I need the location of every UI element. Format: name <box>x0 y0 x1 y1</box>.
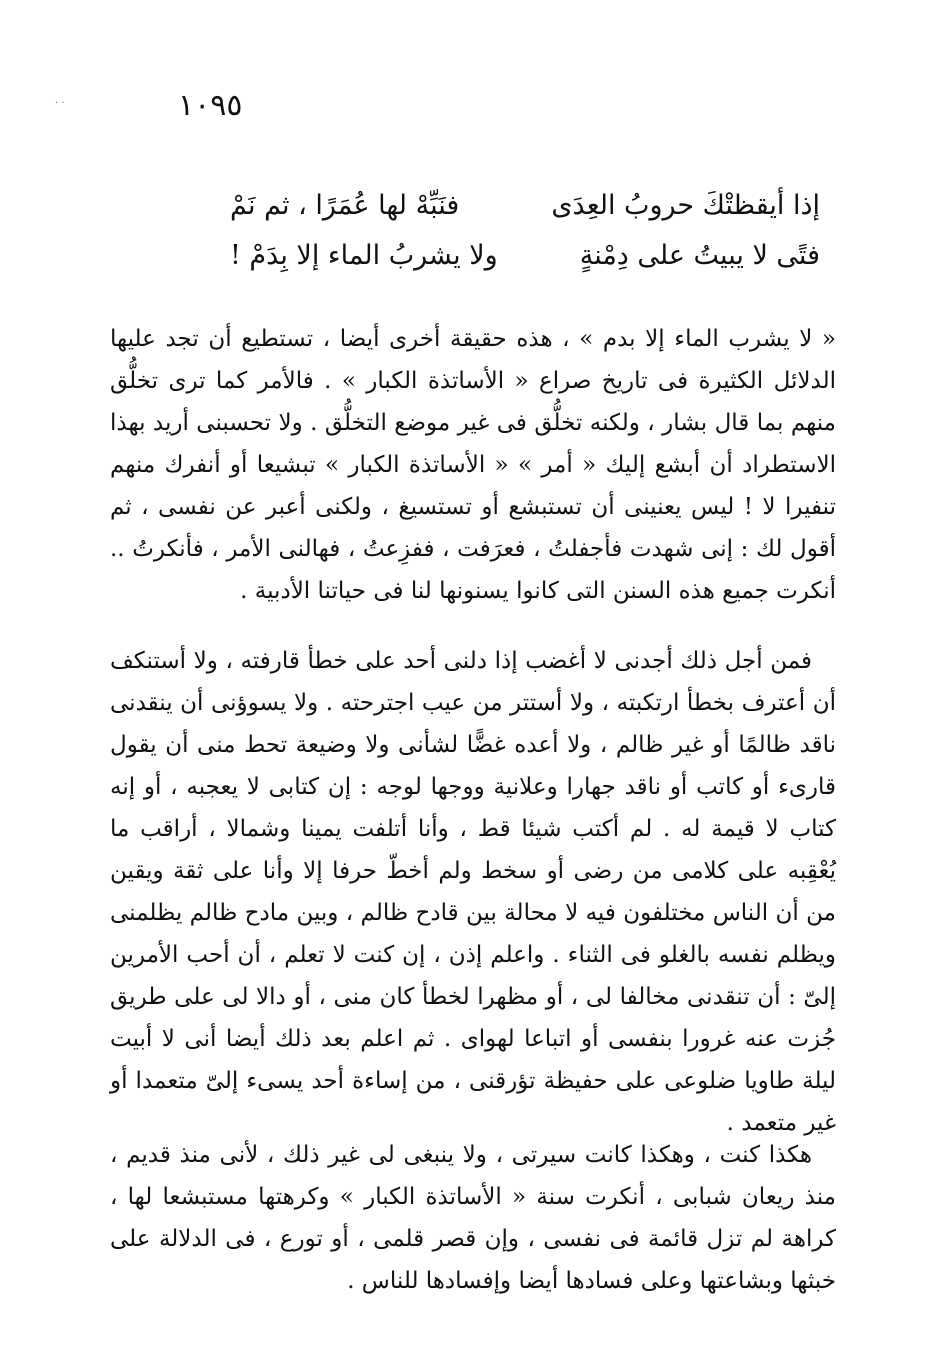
verse-second-hemistich: فنَبِّهْ لها عُمَرًا ، ثم نَمْ <box>230 190 460 221</box>
paragraph-block <box>110 1134 836 1302</box>
verse-first-hemistich: فتًى لا يبيتُ على دِمْنةٍ <box>579 240 820 271</box>
body-paragraph: هكذا كنت ، وهكذا كانت سيرتى ، ولا ينبغى لى غير ذلك ، لأنى منذ قديم ، منذ ريعان شبابى ، أنكرت سنة « الأساتذة الكبار » وكرهتها مستبشعا لها ، كراهة لم تزل قائمة فى نفسى ، وإن قصر قلمى ، أو تورع ، فى الدلالة على خبثها وبشاعتها وعلى فسادها أيضا وإفسادها للناس . <box>110 1142 836 1294</box>
verse-first-hemistich: إذا أيقظتْكَ حروبُ العِدَى <box>551 190 820 221</box>
poem-verse <box>230 240 820 271</box>
body-paragraph: « لا يشرب الماء إلا بدم » ، هذه حقيقة أخرى أيضا ، تستطيع أن تجد عليها الدلائل الكثيرة فى تاريخ صراع « الأساتذة الكبار » . فالأمر كما ترى تخلُّق منهم بما قال بشار ، ولكنه تخلُّق فى غير موضع التخلُّق . ولا تحسبنى أريد بهذا الاستطراد أن أبشع إليك « أمر » « الأساتذة الكبار » تبشيعا أو أنفرك منهم تنفيرا لا ! ليس يعنينى أن تستبشع أو تستسيغ ، ولكنى أعبر عن نفسى ، ثم أقول لك : إنى شهدت فأجفلتُ ، فعرَفت ، ففزِعتُ ، فهالنى الأمر ، فأنكرتُ .. أنكرت جميع هذه السنن التى كانوا يسنونها لنا فى حياتنا الأدبية . <box>110 326 836 604</box>
scan-artifact: · · <box>55 98 65 109</box>
poem-verse <box>230 190 820 221</box>
body-paragraph: فمن أجل ذلك أجدنى لا أغضب إذا دلنى أحد على خطأ قارفته ، ولا أستنكف أن أعترف بخطأ ارتكبته ، ولا أستتر من عيب اجترحته . ولا يسوؤنى أن ينقدنى ناقد ظالمًا أو غير ظالم ، ولا أعده غضًّا لشأنى ولا وضيعة تحط منى أن يقول قارىء أو كاتب أو ناقد جهارا وعلانية ووجها لوجه : إن كتابى لا يعجبه ، أو إنه كتاب لا قيمة له . لم أكتب شيئا قط ، وأنا أتلفت يمينا وشمالا ، أراقب ما يُعْقِبه على كلامى من رضى أو سخط ولم أخطّ حرفا إلا وأنا على ثقة ويقين من أن الناس مختلفون فيه لا محالة بين قادح ظالم ، وبين مادح ظالم يظلمنى ويظلم نفسه بالغلو فى الثناء . واعلم إذن ، إن كنت لا تعلم ، أن أحب الأمرين إلىّ : أن تنقدنى مخالفا لى ، أو مظهرا لخطأ كان منى ، أو دالا لى على طريق جُزت عنه غرورا بنفسى أو اتباعا لهواى . ثم اعلم بعد ذلك أيضا أنى لا أبيت ليلة طاويا ضلوعى على حفيظة تؤرقنى ، من إساءة أحد يسىء إلىّ متعمدا أو غير متعمد . <box>110 648 836 1136</box>
paragraph-block <box>110 318 836 612</box>
paragraph-block <box>110 640 836 1144</box>
page-number: ١٠٩٥ <box>178 88 243 123</box>
verse-second-hemistich: ولا يشربُ الماء إلا بِدَمْ ! <box>230 240 498 271</box>
